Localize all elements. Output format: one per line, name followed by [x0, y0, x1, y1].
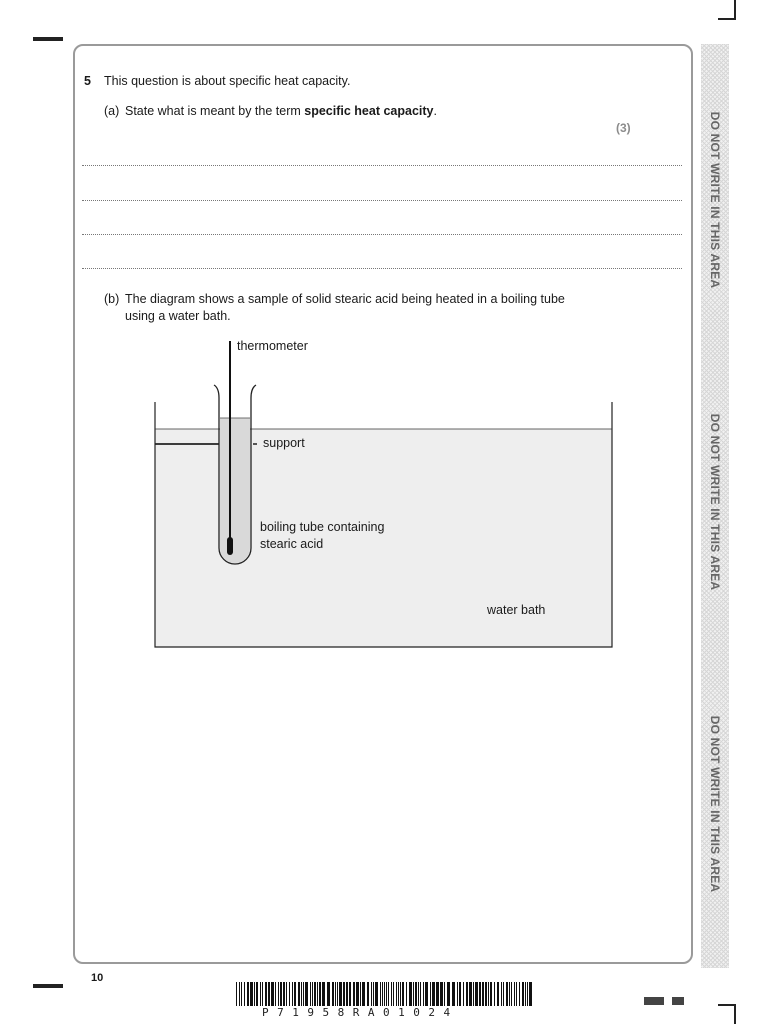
do-not-write-label-3: DO NOT WRITE IN THIS AREA — [708, 715, 722, 893]
question-number: 5 — [84, 74, 91, 88]
part-b-label: (b) — [104, 292, 120, 306]
part-b-line-1: The diagram shows a sample of solid stearic acid being heated in a boiling tube — [125, 292, 565, 306]
part-a-text: State what is meant by the term — [125, 104, 305, 118]
stearic-acid — [220, 418, 250, 563]
footer-block-mark — [644, 997, 664, 1005]
boiling-tube-label-line-2: stearic acid — [260, 537, 324, 551]
do-not-write-label-2: DO NOT WRITE IN THIS AREA — [708, 413, 722, 591]
question-intro: This question is about specific heat capacity. — [104, 74, 351, 88]
page-number: 10 — [91, 972, 104, 984]
part-a-label: (a) — [104, 104, 120, 118]
boiling-tube-label-line-1: boiling tube containing — [260, 520, 385, 534]
thermometer-label: thermometer — [237, 339, 308, 353]
barcode-text: P71958RA01024 — [262, 1006, 459, 1019]
barcode — [236, 982, 532, 1006]
part-a-term: specific heat capacity — [304, 104, 434, 118]
part-a-text-end: . — [433, 104, 437, 118]
water-bath-label: water bath — [487, 603, 546, 617]
thermometer-bulb — [227, 537, 233, 555]
support-label: support — [263, 436, 305, 450]
do-not-write-label-1: DO NOT WRITE IN THIS AREA — [708, 111, 722, 289]
footer-block-mark-2 — [672, 997, 684, 1005]
part-b-line-2: using a water bath. — [125, 309, 231, 323]
part-a-marks: (3) — [616, 121, 631, 135]
